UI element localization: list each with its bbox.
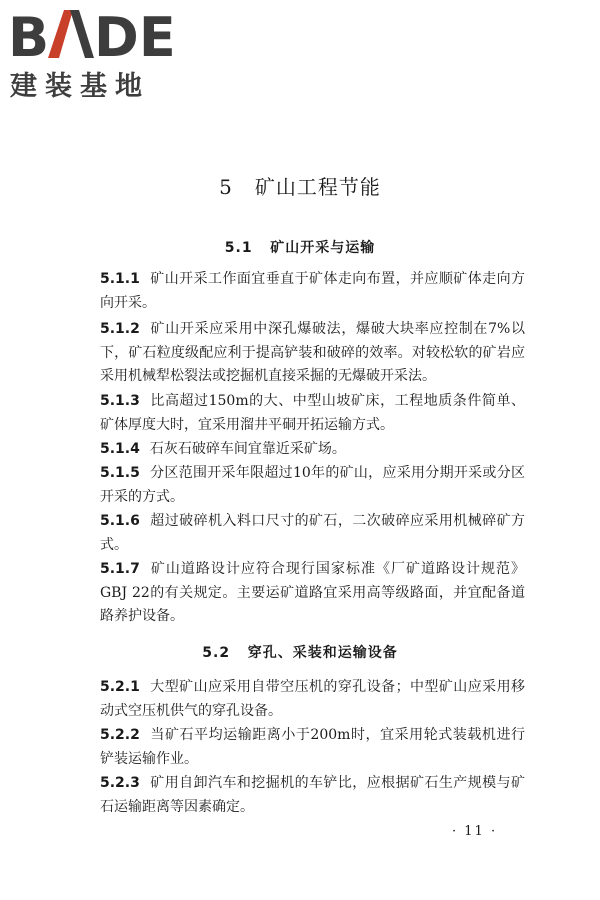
clause-5-1-6 <box>100 510 525 557</box>
clause-text: 比高超过150m的大、中型山坡矿床，工程地质条件简单、矿体厚度大时，宜采用溜井平硐开拓运输方式。 <box>100 393 525 433</box>
clause-text: 矿山开采应采用中深孔爆破法，爆破大块率应控制在7%以下，矿石粒度级配应利于提高铲装和破碎的效率。对较松软的矿岩应采用机械犁松裂法或挖掘机直接采掘的无爆破开采法。 <box>100 321 525 384</box>
page-number: · 11 · <box>452 824 498 839</box>
clause-text: 矿山开采工作面宜垂直于矿体走向布置，并应顺矿体走向方向开采。 <box>100 271 525 311</box>
clause-5-1-1 <box>100 268 525 315</box>
clause-number: 5.1.3 <box>100 393 140 409</box>
clause-text: 大型矿山应采用自带空压机的穿孔设备；中型矿山应采用移动式空压机供气的穿孔设备。 <box>100 679 525 719</box>
clause-number: 5.1.6 <box>100 513 140 529</box>
clause-5-1-5 <box>100 462 525 509</box>
chapter-title: 5 矿山工程节能 <box>219 175 381 199</box>
logo-letter-b: B <box>8 6 50 64</box>
logo-wordmark <box>8 6 178 64</box>
clause-text: 矿山道路设计应符合现行国家标准《厂矿道路设计规范》GBJ 22的有关规定。主要运矿道路宜采用高等级路面，并宜配备道路养护设备。 <box>100 561 525 624</box>
logo <box>8 6 178 102</box>
clause-number: 5.1.1 <box>100 271 140 287</box>
clause-number: 5.2.3 <box>100 775 140 791</box>
clause-text: 石灰石破碎车间宜靠近采矿场。 <box>149 441 346 457</box>
clause-text: 分区范围开采年限超过10年的矿山，应采用分期开采或分区开采的方式。 <box>100 465 525 505</box>
logo-letters-de: DE <box>94 6 176 64</box>
clause-5-1-2 <box>100 318 525 389</box>
clause-5-1-4 <box>100 438 525 462</box>
clause-number: 5.1.2 <box>100 321 140 337</box>
clause-5-2-2 <box>100 724 525 771</box>
section-title-5-2: 5.2 穿孔、采装和运输设备 <box>202 645 398 661</box>
clause-5-1-3 <box>100 390 525 437</box>
clause-text: 超过破碎机入料口尺寸的矿石，二次破碎应采用机械碎矿方式。 <box>100 513 525 553</box>
logo-subtitle: 建装基地 <box>10 71 150 102</box>
logo-a-roof-gray <box>70 10 94 58</box>
clause-number: 5.2.2 <box>100 727 140 743</box>
clause-5-2-1 <box>100 676 525 723</box>
clause-5-1-7 <box>100 558 525 629</box>
clause-number: 5.1.5 <box>100 465 140 481</box>
clause-text: 当矿石平均运输距离小于200m时，宜采用轮式装载机进行铲装运输作业。 <box>100 727 525 767</box>
clause-number: 5.1.7 <box>100 561 140 577</box>
clause-number: 5.2.1 <box>100 679 140 695</box>
clause-5-2-3 <box>100 772 525 819</box>
section-title-5-1: 5.1 矿山开采与运输 <box>224 240 376 256</box>
clause-number: 5.1.4 <box>100 441 140 457</box>
logo-a-roof-red <box>48 10 73 58</box>
clause-text: 矿用自卸汽车和挖掘机的车铲比，应根据矿石生产规模与矿石运输距离等因素确定。 <box>100 775 525 815</box>
